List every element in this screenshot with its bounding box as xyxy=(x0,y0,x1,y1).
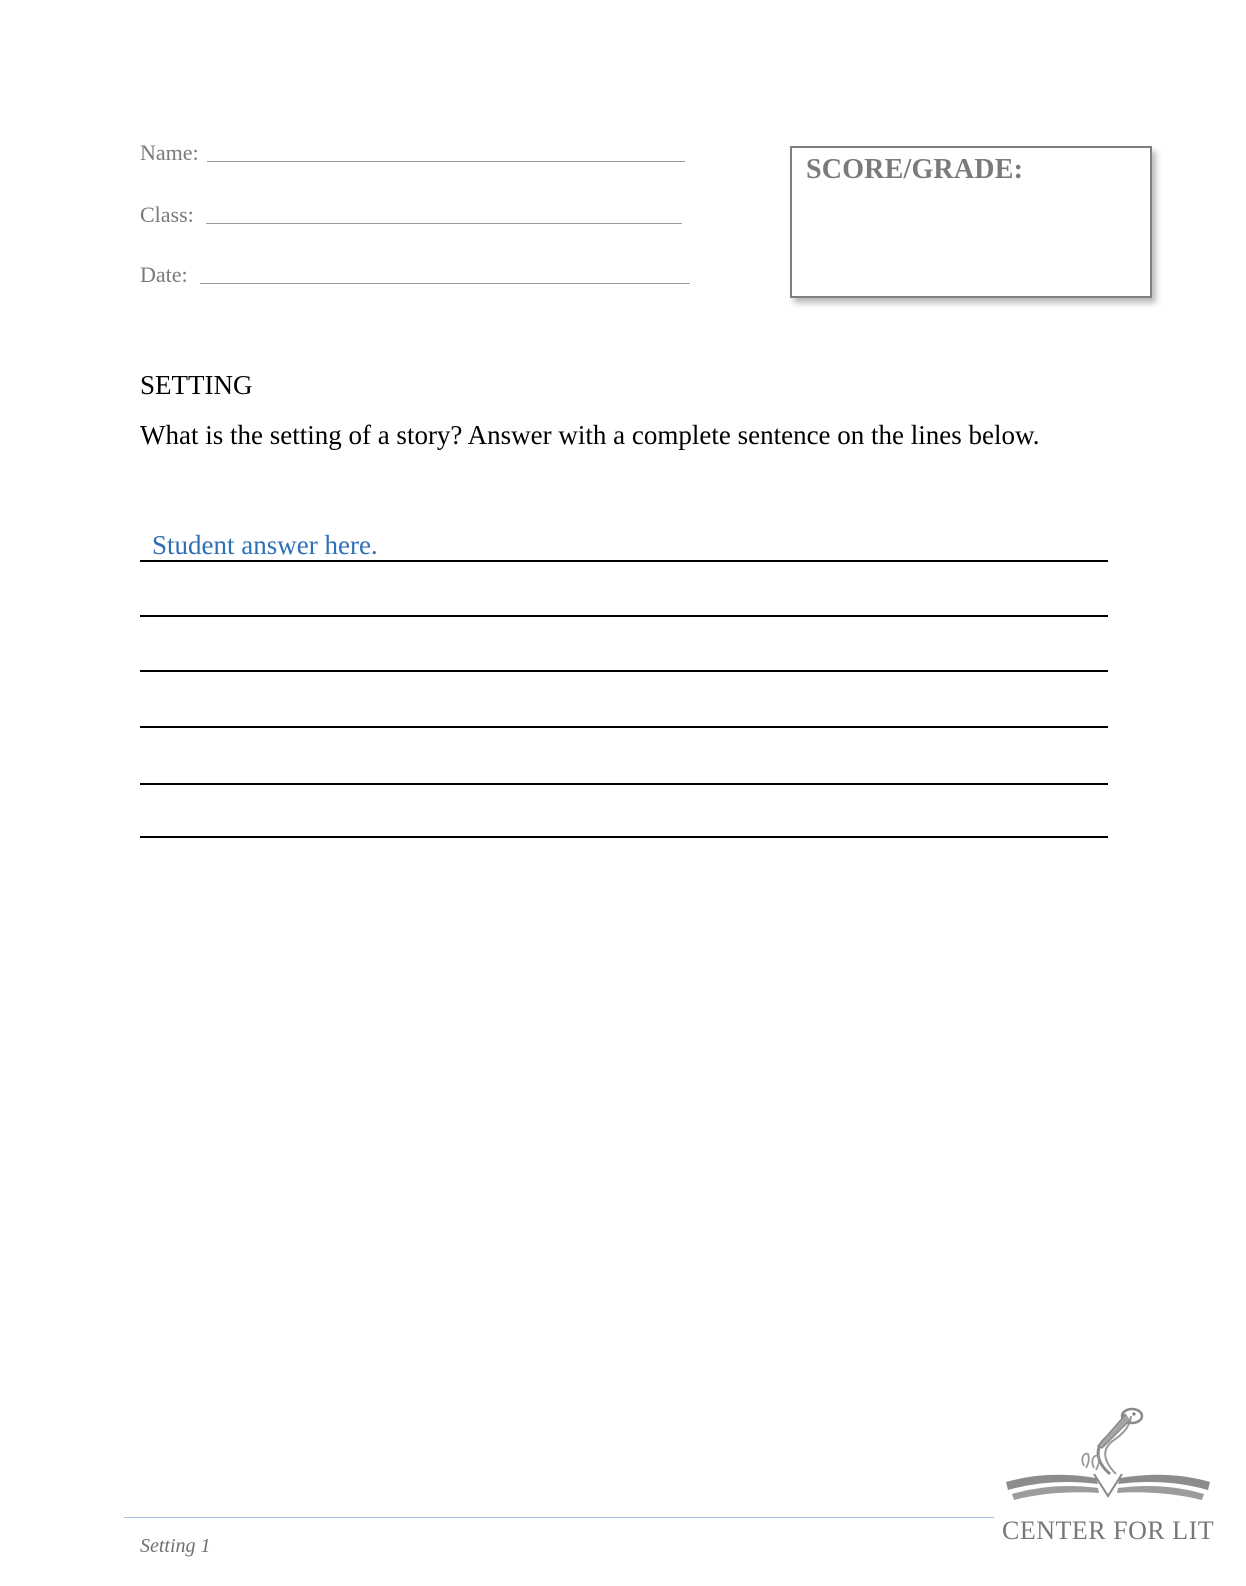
name-field[interactable] xyxy=(140,140,685,166)
class-label: Class: xyxy=(140,202,194,227)
question-text: What is the setting of a story? Answer with a complete sentence on the lines below. xyxy=(140,420,1040,450)
footer-page-label: Setting 1 xyxy=(140,1535,211,1557)
answer-line[interactable] xyxy=(140,670,1108,672)
answer-line[interactable] xyxy=(140,615,1108,617)
section-title: SETTING xyxy=(140,370,253,400)
answer-line[interactable] xyxy=(140,783,1108,785)
name-label: Name: xyxy=(140,140,199,165)
pelican-on-book-icon xyxy=(998,1404,1218,1519)
class-blank-line[interactable] xyxy=(206,221,682,224)
date-label: Date: xyxy=(140,262,188,287)
score-grade-label: SCORE/GRADE: xyxy=(806,154,1024,185)
center-for-lit-logo xyxy=(998,1404,1218,1554)
class-field[interactable] xyxy=(140,202,682,228)
student-answer-text[interactable]: Student answer here. xyxy=(152,530,378,560)
name-blank-line[interactable] xyxy=(207,159,685,162)
footer-divider xyxy=(124,1517,994,1518)
score-grade-box xyxy=(790,146,1152,298)
answer-line[interactable] xyxy=(140,836,1108,838)
date-field[interactable] xyxy=(140,262,690,288)
answer-line[interactable] xyxy=(140,726,1108,728)
date-blank-line[interactable] xyxy=(200,281,690,284)
logo-text: CENTER FOR LIT xyxy=(1002,1516,1215,1545)
